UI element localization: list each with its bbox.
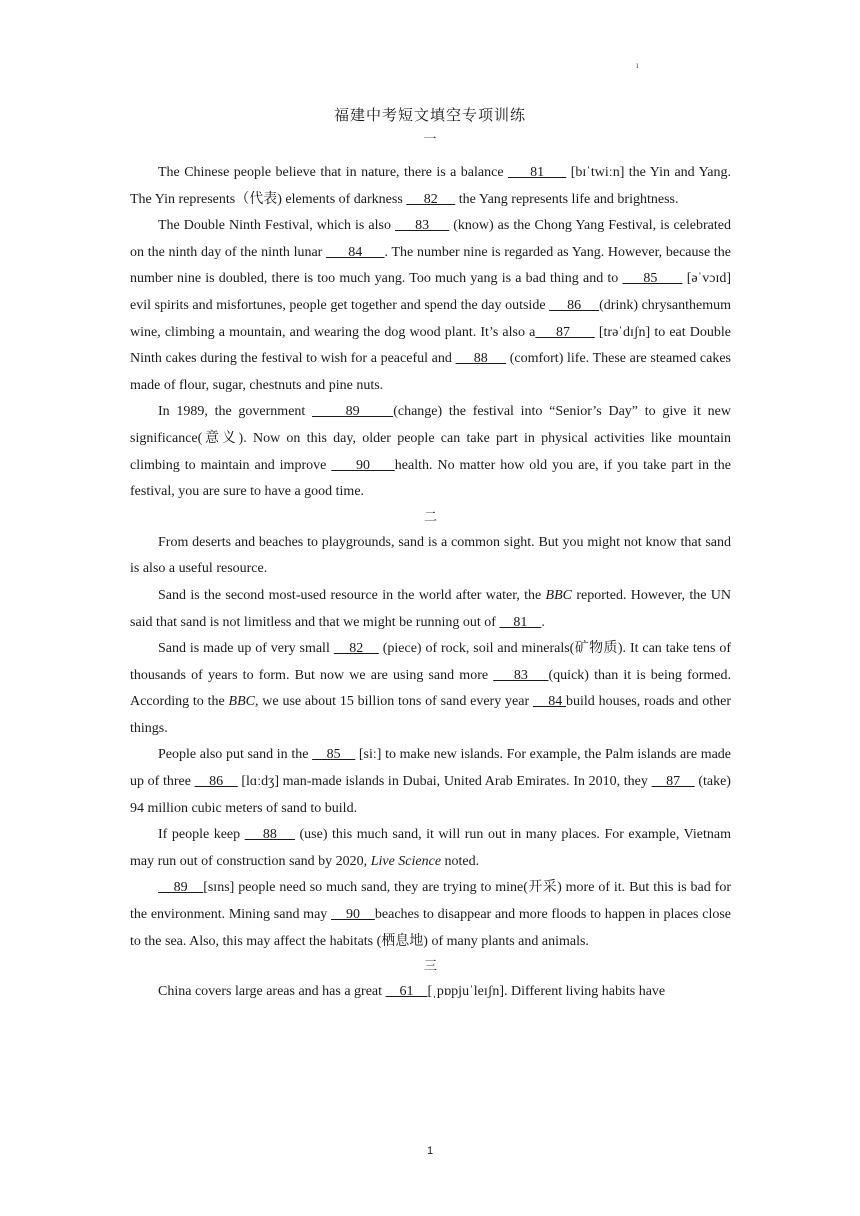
text-run: . The number nine is regarded as Yang. However, because the number nine is doubled, there is too much yang. Too much yang is a bad thing and to	[130, 244, 731, 287]
blank-85[interactable]: 85	[312, 747, 356, 763]
s2-paragraph-5	[130, 822, 731, 875]
blank-88[interactable]: 88	[455, 351, 507, 367]
text-run: The Chinese people believe that in nature, there is a balance	[158, 165, 508, 180]
s2-paragraph-2	[130, 583, 731, 636]
text-run: The Double Ninth Festival, which is also	[158, 218, 395, 234]
page-number: 1	[426, 1145, 434, 1157]
text-run: [bɪˈtwiːn] the Yin and Yang. The Yin represents（代表) elements of darkness	[130, 165, 731, 207]
text-run: (quick) than it is being formed. According to the	[130, 667, 731, 710]
text-run: (know) as the Chong Yang Festival, is celebrated on the ninth day of the ninth lunar	[130, 218, 732, 260]
blank-83[interactable]: 83	[493, 667, 549, 683]
text-run: build houses, roads and other things.	[130, 694, 731, 736]
blank-85[interactable]: 85	[622, 271, 683, 287]
text-run: (piece) of rock, soil and minerals(矿物质). It can take tens of thousands of years to form. But now we are using sand more	[130, 641, 731, 683]
section-label-1: 一	[423, 132, 437, 147]
text-run: (comfort) life. These are steamed cakes made of flour, sugar, chestnuts and pine nuts.	[130, 351, 731, 393]
text-run: [ˌpɒpjuˈleɪʃn]. Different living habits have	[427, 984, 666, 1000]
blank-87[interactable]: 87	[651, 774, 695, 790]
s1-paragraph-2	[130, 213, 731, 399]
blank-81[interactable]: 81	[507, 165, 567, 180]
blank-86[interactable]: 86	[194, 774, 238, 790]
s3-paragraph-1	[130, 979, 731, 1006]
page-title: 福建中考短文填空专项训练	[333, 106, 526, 124]
text-run: health. No matter how old you are, if you take part in the festival, you are sure to have a good time.	[130, 457, 732, 500]
text-run: [lɑːdʒ] man-made islands in Dubai, United Arab Emirates. In 2010, they	[237, 774, 652, 790]
content-body	[130, 160, 731, 1006]
s1-paragraph-3	[130, 399, 731, 505]
blank-89[interactable]: 89	[158, 880, 204, 896]
source-name: BBC	[545, 587, 572, 603]
text-run: the Yang represents life and brightness.	[455, 191, 679, 207]
section-label-3: 三	[423, 959, 437, 975]
text-run: reported. However, the UN said that sand is not limitless and that we might be running out of	[130, 587, 731, 630]
source-name: BBC	[228, 694, 255, 710]
blank-84[interactable]: 84	[532, 694, 567, 710]
text-run: [trəˈdɪʃn] to eat Double Ninth cakes during the festival to wish for a peaceful and	[130, 324, 731, 367]
blank-81[interactable]: 81	[499, 614, 542, 630]
header-mark: ı	[636, 60, 639, 70]
text-run: beaches to disappear and more floods to happen in places close to the sea. Also, this may affect the habitats (栖息地) of many plants and animals.	[130, 907, 732, 949]
text-run: [siː] to make new islands. For example, the Palm islands are made up of three	[130, 747, 732, 790]
blank-61[interactable]: 61	[385, 984, 428, 1000]
section-label-2: 二	[423, 509, 437, 525]
text-run: (take) 94 million cubic meters of sand to build.	[130, 774, 731, 816]
blank-90[interactable]: 90	[331, 457, 395, 473]
s2-paragraph-4	[130, 742, 731, 822]
text-run: (drink) chrysanthemum wine, climbing a mountain, and wearing the dog wood plant. It’s also a	[130, 297, 732, 340]
blank-82[interactable]: 82	[406, 191, 456, 207]
blank-88[interactable]: 88	[244, 827, 295, 843]
blank-82[interactable]: 82	[333, 641, 379, 657]
text-run: Sand is the second most-used resource in the world after water, the	[158, 587, 546, 603]
source-name: Live Science	[370, 853, 442, 869]
blank-87[interactable]: 87	[535, 324, 595, 340]
text-run: [sɪns] people need so much sand, they are trying to mine(开采) more of it. But this is bad for the environment. Mining sand may	[130, 880, 731, 923]
blank-84[interactable]: 84	[326, 244, 385, 260]
text-run: China covers large areas and has a great	[158, 984, 386, 1000]
blank-89[interactable]: 89	[312, 404, 394, 420]
text-run: (use) this much sand, it will run out in many places. For example, Vietnam may run out of construction sand by 2020,	[130, 827, 732, 869]
s1-paragraph-1	[130, 160, 731, 213]
blank-86[interactable]: 86	[549, 297, 600, 313]
text-run: .	[541, 614, 545, 630]
text-run: People also put sand in the	[158, 747, 313, 763]
text-run: [əˈvɔɪd] evil spirits and misfortunes, people get together and spend the day outside	[130, 271, 732, 313]
text-run: noted.	[441, 853, 480, 869]
text-run: If people keep	[158, 827, 245, 843]
s2-paragraph-3	[130, 636, 731, 742]
text-run: Sand is made up of very small	[158, 641, 334, 657]
text-run: (change) the festival into “Senior’s Day” to give it new significance(意义). Now on this day, older people can take part in physical activities like mountain climbing to maintain and improve	[130, 404, 731, 473]
s2-paragraph-6	[130, 875, 731, 955]
blank-83[interactable]: 83	[394, 218, 450, 234]
text-run: In 1989, the government	[158, 404, 313, 420]
s2-paragraph-1: From deserts and beaches to playgrounds, sand is a common sight. But you might not know that sand is also a useful resource.	[130, 534, 731, 577]
blank-90[interactable]: 90	[331, 907, 375, 923]
text-run: , we use about 15 billion tons of sand every year	[254, 694, 533, 710]
